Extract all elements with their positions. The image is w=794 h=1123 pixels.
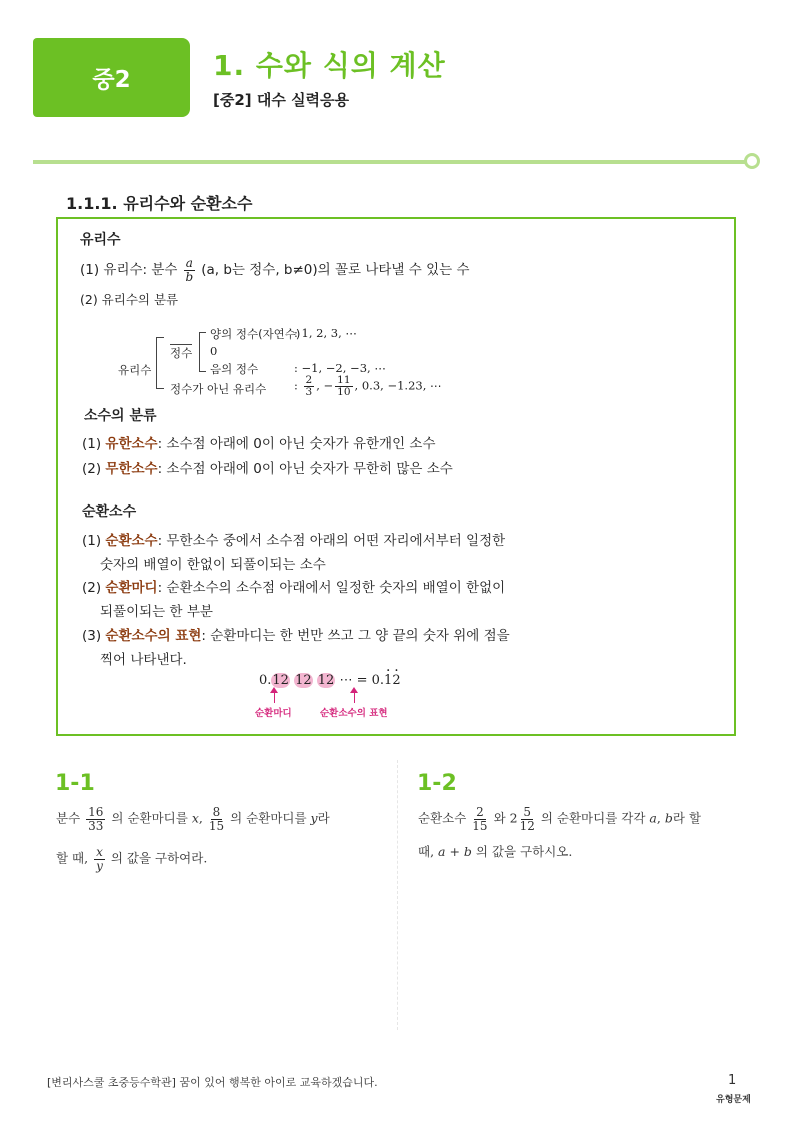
section-title: 1.1.1. 유리수와 순환소수: [66, 194, 253, 213]
period-highlight: 12: [317, 673, 335, 688]
tree-non-integer: 정수가 아닌 유리수: [170, 382, 267, 396]
decimal-heading: 소수의 분류: [84, 408, 157, 424]
period-highlight: 12: [272, 673, 289, 688]
recurring-dot: 2 ·: [392, 673, 400, 688]
infinite-decimal-item: (2) 무한소수: 소수점 아래에 0이 아닌 숫자가 무한히 많은 소수: [82, 461, 453, 477]
recurring-dot: 1 ·: [384, 673, 392, 688]
tree-integer: 정수: [170, 346, 193, 360]
footer-slogan: [변리사스쿨 초중등수학관] 꿈이 있어 행복한 아이로 교육하겠습니다.: [47, 1076, 378, 1089]
page-number: 1: [728, 1073, 737, 1088]
problem-1-1-line-2: 할 때, $\frac{x}{y}$ 의 값을 구하여라.: [56, 845, 208, 873]
term-recurring-decimal: 순환소수: [105, 533, 158, 549]
header-divider-end-circle: [744, 153, 760, 169]
tree-non-integer-values: : $\frac{2}{3}$ , − $\frac{11}{10}$ , 0.3, −1.23, ⋯: [294, 374, 442, 399]
term-period: 순환마디: [105, 580, 158, 596]
period-highlight: 12: [295, 673, 312, 688]
notation-label: 순환소수의 표현: [320, 708, 388, 719]
tree-positive-values: : 1, 2, 3, ⋯: [294, 326, 357, 340]
problem-number-1-2: 1-2: [417, 771, 457, 796]
problem-1-2-line-1: 순환소수 $\frac{2}{15}$ 와 2 $\frac{5}{12}$ 의 순환마디를 각각 a, b라 할: [418, 805, 701, 833]
period-arrow-head: [270, 687, 278, 693]
header-divider: [33, 160, 748, 164]
chapter-subtitle: [중2] 대수 실력응용: [213, 91, 350, 109]
grade-badge: 중2: [33, 38, 190, 117]
term-finite-decimal: 유한소수: [105, 436, 158, 452]
recurring-example: 0.12 12 12 ⋯ = 0.1 ·2 ·: [259, 673, 401, 688]
notation-arrow-head: [350, 687, 358, 693]
rational-heading: 유리수: [80, 232, 121, 248]
page-tag: 유형문제: [716, 1095, 751, 1105]
column-divider: [397, 760, 398, 1030]
rational-definition: (1) 유리수: 분수 $\frac{a}{b}$ (a, b는 정수, b≠0)의 꼴로 나타낼 수 있는 수: [80, 256, 470, 284]
tree-integer-bracket: [199, 332, 206, 372]
period-label: 순환마디: [255, 708, 292, 719]
recurring-item-1-cont: 숫자의 배열이 한없이 되풀이되는 소수: [100, 557, 326, 573]
chapter-title: 1. 수와 식의 계산: [213, 49, 446, 82]
term-recurring-notation: 순환소수의 표현: [105, 628, 202, 644]
recurring-item-1: (1) 순환소수: 무한소수 중에서 소수점 아래의 어떤 자리에서부터 일정한: [82, 533, 506, 549]
recurring-heading: 순환소수: [82, 504, 137, 520]
tree-negative: 음의 정수: [210, 362, 259, 376]
tree-zero: 0: [210, 344, 218, 358]
problem-1-2-line-2: 때, a + b 의 값을 구하시오.: [418, 844, 573, 859]
recurring-item-2-cont: 되풀이되는 한 부분: [100, 604, 213, 620]
tree-root: 유리수: [118, 363, 152, 377]
recurring-item-2: (2) 순환마디: 순환소수의 소수점 아래에서 일정한 숫자의 배열이 한없이: [82, 580, 506, 596]
problem-number-1-1: 1-1: [55, 771, 95, 796]
recurring-item-3: (3) 순환소수의 표현: 순환마디는 한 번만 쓰고 그 양 끝의 숫자 위에 점을: [82, 628, 510, 644]
tree-negative-values: : −1, −2, −3, ⋯: [294, 361, 386, 375]
term-infinite-decimal: 무한소수: [105, 461, 158, 477]
finite-decimal-item: (1) 유한소수: 소수점 아래에 0이 아닌 숫자가 유한개인 소수: [82, 436, 436, 452]
recurring-item-3-cont: 찍어 나타낸다.: [100, 652, 187, 668]
concept-box: [56, 217, 736, 736]
rational-classification-label: (2) 유리수의 분류: [80, 292, 179, 307]
problem-1-1-line-1: 분수 $\frac{16}{33}$ 의 순환마디를 x, $\frac{8}{15}$ 의 순환마디를 y라: [56, 805, 330, 833]
tree-positive: 양의 정수(자연수): [210, 327, 301, 341]
tree-root-bracket: [156, 337, 164, 389]
